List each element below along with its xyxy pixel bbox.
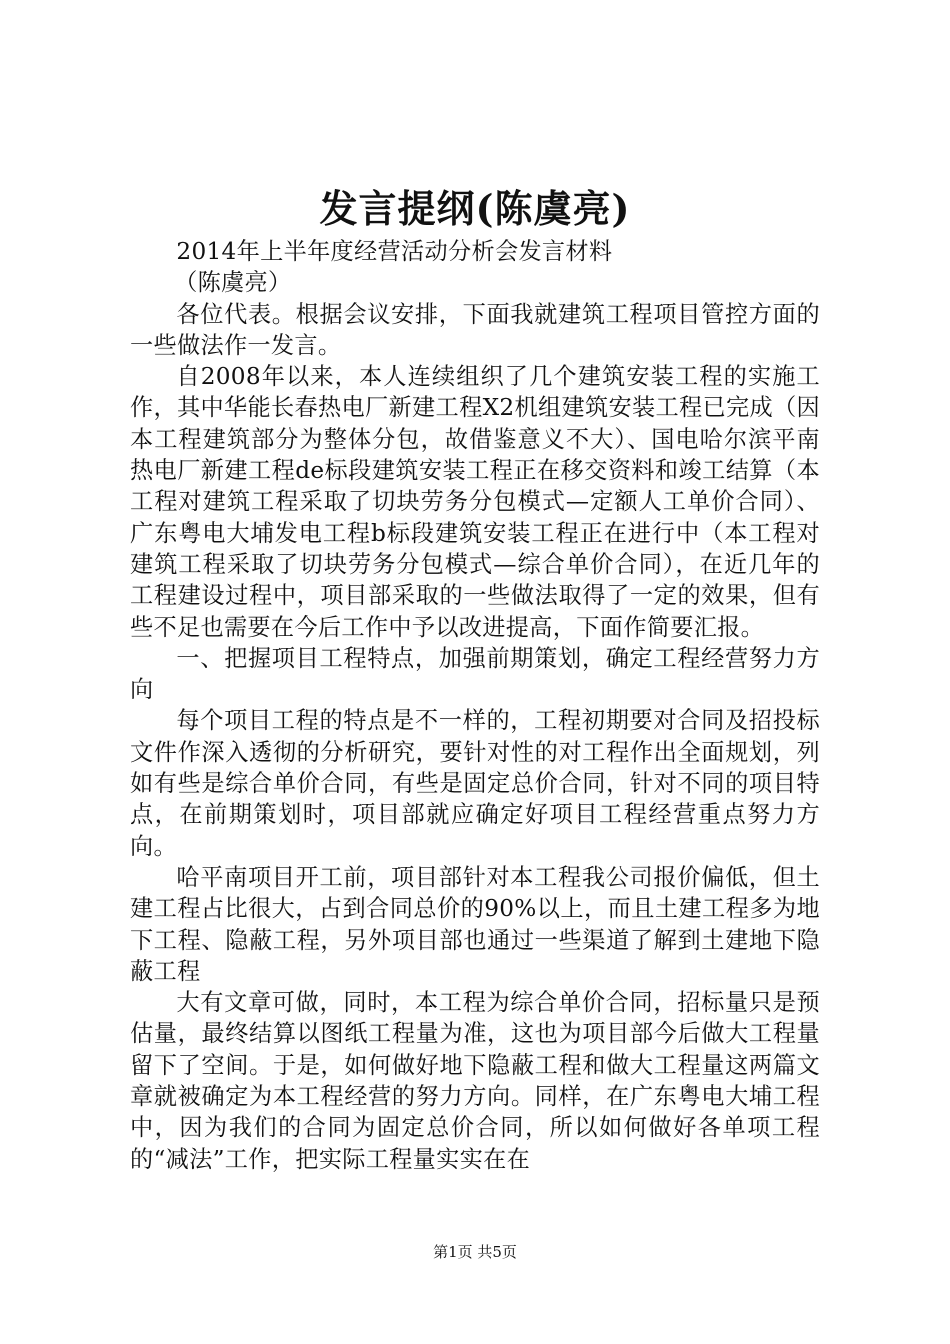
page-footer: 第1页 共5页 [433, 1243, 517, 1261]
section-heading-1: 一、把握项目工程特点，加强前期策划，确定工程经营努力方向 [130, 644, 820, 704]
paragraph-project-features: 每个项目工程的特点是不一样的，工程初期要对合同及招投标文件作深入透彻的分析研究，要针对性的对工程作出全面规划，列如有些是综合单价合同，有些是固定总价合同，针对不同的项目特点，在前期策划时，项目部就应确定好项目工程经营重点努力方向。 [130, 707, 820, 860]
document-title: 发言提纲(陈虞亮) [319, 186, 631, 231]
document-subtitle: 2014年上半年度经营活动分析会发言材料 [176, 238, 613, 265]
paragraph-greeting: 各位代表。根据会议安排，下面我就建筑工程项目管控方面的一些做法作一发言。 [130, 300, 820, 359]
document-author: （陈虞亮） [174, 269, 292, 297]
document-body [130, 236, 820, 1175]
paragraph-hapingnan: 哈平南项目开工前，项目部针对本工程我公司报价偏低，但土建工程占比很大，占到合同总价的90%以上，而且土建工程多为地下工程、隐蔽工程，另外项目部也通过一些渠道了解到土建地下隐蔽工程 [130, 863, 820, 985]
paragraph-background: 自2008年以来，本人连续组织了几个建筑安装工程的实施工作，其中华能长春热电厂新建工程X2机组建筑安装工程已完成（因本工程建筑部分为整体分包，故借鉴意义不大）、国电哈尔滨平南热电厂新建工程de标段建筑安装工程正在移交资料和竣工结算（本工程对建筑工程采取了切块劳务分包模式—定额人工单价合同）、广东粤电大埔发电工程b标段建筑安装工程正在进行中（本工程对建筑工程采取了切块劳务分包模式—综合单价合同），在近几年的工程建设过程中，项目部采取的一些做法取得了一定的效果，但有些不足也需要在今后工作中予以改进提高，下面作简要汇报。 [130, 363, 820, 641]
paragraph-opportunity: 大有文章可做，同时，本工程为综合单价合同，招标量只是预估量，最终结算以图纸工程量为准，这也为项目部今后做大工程量留下了空间。于是，如何做好地下隐蔽工程和做大工程量这两篇文章就被确定为本工程经营的努力方向。同样，在广东粤电大埔工程中，因为我们的合同为固定总价合同，所以如何做好各单项工程的“减法”工作，把实际工程量实实在在 [130, 989, 820, 1173]
